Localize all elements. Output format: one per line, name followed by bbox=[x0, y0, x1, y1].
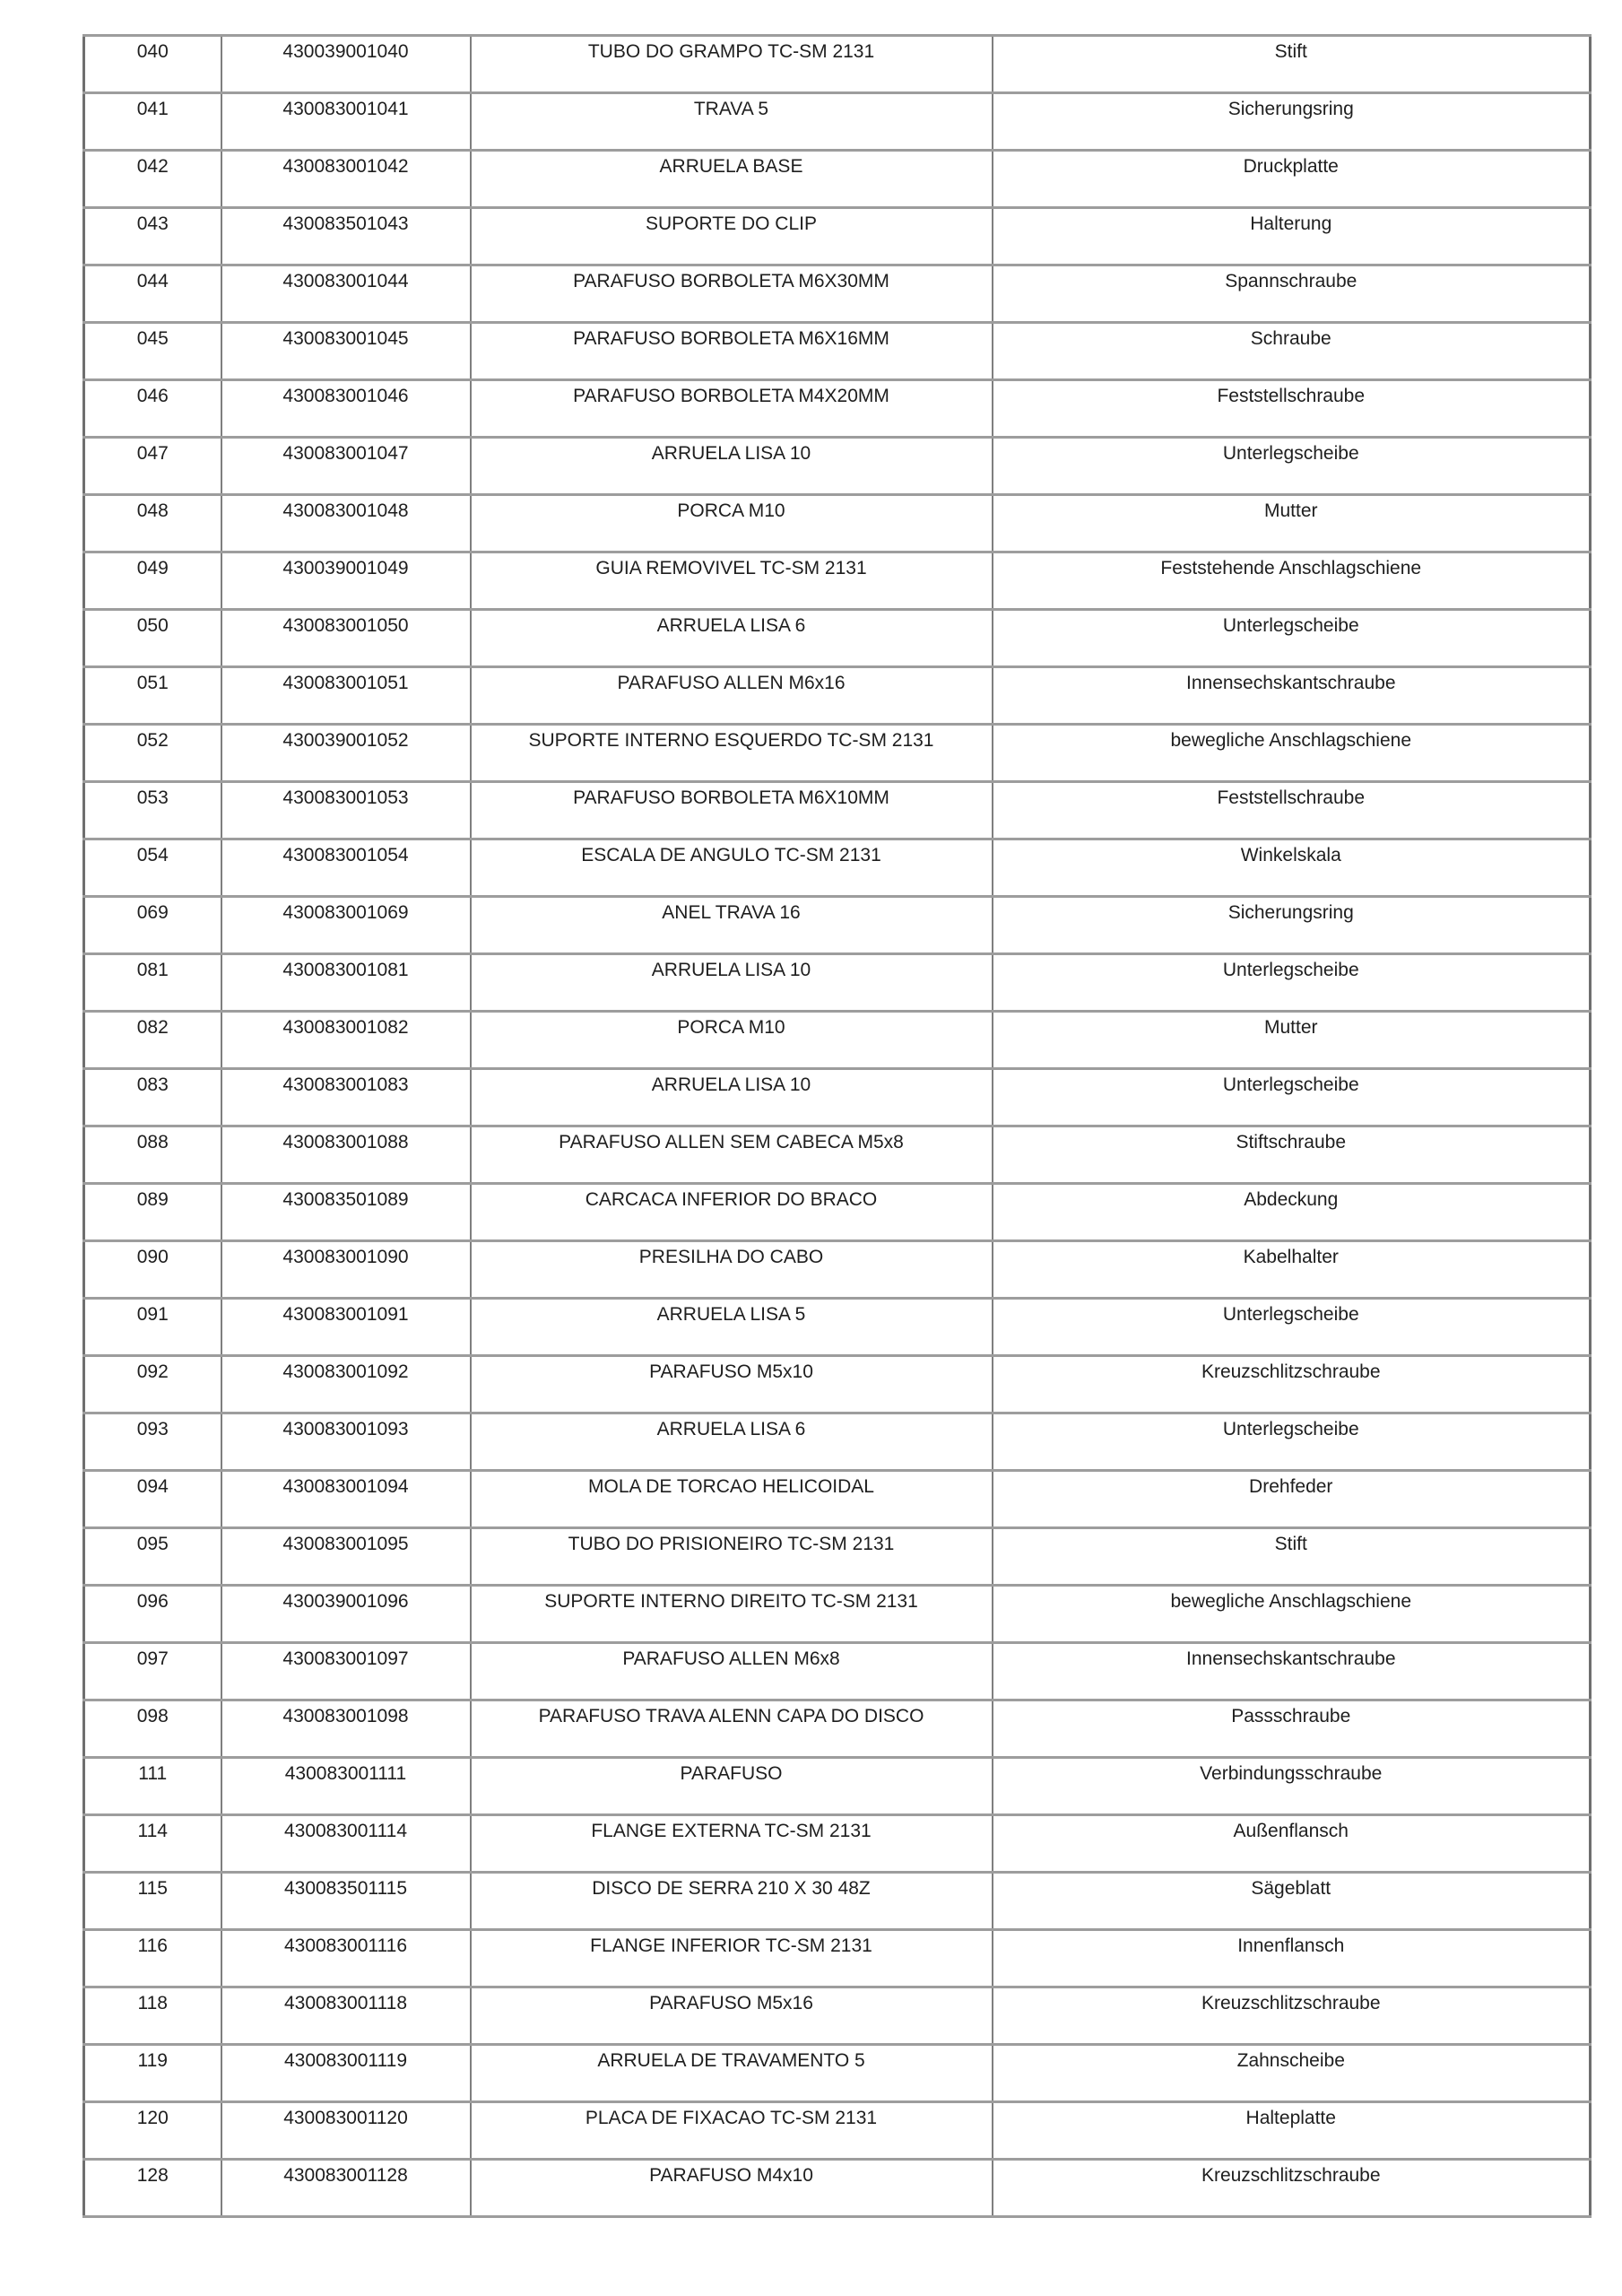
cell-part-number: 430083001119 bbox=[221, 2045, 471, 2102]
cell-position: 049 bbox=[84, 552, 221, 610]
table-row bbox=[84, 2102, 1591, 2160]
cell-position: 042 bbox=[84, 151, 221, 208]
cell-description-pt: PARAFUSO M4x10 bbox=[471, 2160, 993, 2217]
cell-description-pt: TRAVA 5 bbox=[471, 93, 993, 151]
cell-description-de: Mutter bbox=[993, 1012, 1591, 1069]
cell-description-pt: PARAFUSO TRAVA ALENN CAPA DO DISCO bbox=[471, 1700, 993, 1758]
cell-description-de: Innensechskantschraube bbox=[993, 1643, 1591, 1700]
cell-description-pt: GUIA REMOVIVEL TC-SM 2131 bbox=[471, 552, 993, 610]
cell-description-pt: PLACA DE FIXACAO TC-SM 2131 bbox=[471, 2102, 993, 2160]
cell-part-number: 430083001094 bbox=[221, 1471, 471, 1528]
cell-position: 044 bbox=[84, 265, 221, 323]
cell-position: 094 bbox=[84, 1471, 221, 1528]
table-row bbox=[84, 2045, 1591, 2102]
cell-description-de: Innensechskantschraube bbox=[993, 667, 1591, 725]
cell-part-number: 430083001093 bbox=[221, 1413, 471, 1471]
cell-part-number: 430083001045 bbox=[221, 323, 471, 380]
cell-description-de: Abdeckung bbox=[993, 1184, 1591, 1241]
table-row bbox=[84, 151, 1591, 208]
cell-description-pt: FLANGE EXTERNA TC-SM 2131 bbox=[471, 1815, 993, 1873]
table-row bbox=[84, 667, 1591, 725]
cell-part-number: 430083501115 bbox=[221, 1873, 471, 1930]
cell-description-pt: MOLA DE TORCAO HELICOIDAL bbox=[471, 1471, 993, 1528]
cell-description-pt: TUBO DO GRAMPO TC-SM 2131 bbox=[471, 36, 993, 93]
cell-part-number: 430083001069 bbox=[221, 897, 471, 954]
cell-position: 046 bbox=[84, 380, 221, 438]
cell-position: 118 bbox=[84, 1987, 221, 2045]
cell-description-pt: PARAFUSO ALLEN SEM CABECA M5x8 bbox=[471, 1126, 993, 1184]
cell-position: 095 bbox=[84, 1528, 221, 1586]
table-row bbox=[84, 725, 1591, 782]
cell-part-number: 430083001090 bbox=[221, 1241, 471, 1299]
cell-part-number: 430039001040 bbox=[221, 36, 471, 93]
cell-description-de: Passschraube bbox=[993, 1700, 1591, 1758]
cell-description-de: Winkelskala bbox=[993, 839, 1591, 897]
parts-table bbox=[82, 34, 1592, 2218]
table-row bbox=[84, 1700, 1591, 1758]
cell-description-pt: SUPORTE INTERNO DIREITO TC-SM 2131 bbox=[471, 1586, 993, 1643]
cell-description-de: Kabelhalter bbox=[993, 1241, 1591, 1299]
table-row bbox=[84, 1184, 1591, 1241]
cell-description-pt: ARRUELA DE TRAVAMENTO 5 bbox=[471, 2045, 993, 2102]
cell-part-number: 430083001042 bbox=[221, 151, 471, 208]
cell-description-de: Sicherungsring bbox=[993, 897, 1591, 954]
cell-description-pt: ARRUELA LISA 10 bbox=[471, 954, 993, 1012]
table-row bbox=[84, 954, 1591, 1012]
table-row bbox=[84, 782, 1591, 839]
cell-part-number: 430083001051 bbox=[221, 667, 471, 725]
cell-part-number: 430083001092 bbox=[221, 1356, 471, 1413]
cell-description-de: Feststellschraube bbox=[993, 380, 1591, 438]
cell-description-de: Außenflansch bbox=[993, 1815, 1591, 1873]
cell-description-pt: ARRUELA LISA 6 bbox=[471, 1413, 993, 1471]
table-row bbox=[84, 1241, 1591, 1299]
cell-description-pt: PARAFUSO BORBOLETA M6X10MM bbox=[471, 782, 993, 839]
cell-part-number: 430083001128 bbox=[221, 2160, 471, 2217]
cell-position: 069 bbox=[84, 897, 221, 954]
table-row bbox=[84, 265, 1591, 323]
cell-position: 040 bbox=[84, 36, 221, 93]
cell-part-number: 430083001120 bbox=[221, 2102, 471, 2160]
cell-position: 091 bbox=[84, 1299, 221, 1356]
cell-description-pt: PARAFUSO BORBOLETA M4X20MM bbox=[471, 380, 993, 438]
cell-position: 050 bbox=[84, 610, 221, 667]
table-row bbox=[84, 1873, 1591, 1930]
cell-description-pt: ESCALA DE ANGULO TC-SM 2131 bbox=[471, 839, 993, 897]
cell-position: 047 bbox=[84, 438, 221, 495]
cell-description-de: Stift bbox=[993, 1528, 1591, 1586]
cell-description-pt: PARAFUSO ALLEN M6x16 bbox=[471, 667, 993, 725]
cell-position: 048 bbox=[84, 495, 221, 552]
cell-description-de: Unterlegscheibe bbox=[993, 1299, 1591, 1356]
cell-description-de: Kreuzschlitzschraube bbox=[993, 2160, 1591, 2217]
cell-part-number: 430039001096 bbox=[221, 1586, 471, 1643]
table-row bbox=[84, 438, 1591, 495]
cell-description-de: Kreuzschlitzschraube bbox=[993, 1987, 1591, 2045]
cell-part-number: 430083001081 bbox=[221, 954, 471, 1012]
table-row bbox=[84, 1758, 1591, 1815]
cell-part-number: 430083001111 bbox=[221, 1758, 471, 1815]
table-row bbox=[84, 1356, 1591, 1413]
cell-description-pt: ARRUELA LISA 6 bbox=[471, 610, 993, 667]
cell-part-number: 430083001053 bbox=[221, 782, 471, 839]
cell-position: 092 bbox=[84, 1356, 221, 1413]
cell-part-number: 430083001116 bbox=[221, 1930, 471, 1987]
cell-position: 098 bbox=[84, 1700, 221, 1758]
cell-description-de: Feststellschraube bbox=[993, 782, 1591, 839]
cell-description-pt: ARRUELA LISA 10 bbox=[471, 1069, 993, 1126]
cell-position: 115 bbox=[84, 1873, 221, 1930]
cell-part-number: 430083001082 bbox=[221, 1012, 471, 1069]
cell-description-de: Halteplatte bbox=[993, 2102, 1591, 2160]
cell-part-number: 430083001050 bbox=[221, 610, 471, 667]
cell-position: 081 bbox=[84, 954, 221, 1012]
cell-position: 051 bbox=[84, 667, 221, 725]
cell-description-de: Innenflansch bbox=[993, 1930, 1591, 1987]
cell-description-pt: PRESILHA DO CABO bbox=[471, 1241, 993, 1299]
cell-description-de: Stift bbox=[993, 36, 1591, 93]
table-row bbox=[84, 1987, 1591, 2045]
table-row bbox=[84, 1069, 1591, 1126]
table-row bbox=[84, 1299, 1591, 1356]
cell-description-pt: PARAFUSO M5x10 bbox=[471, 1356, 993, 1413]
cell-description-pt: PARAFUSO BORBOLETA M6X30MM bbox=[471, 265, 993, 323]
cell-description-pt: FLANGE INFERIOR TC-SM 2131 bbox=[471, 1930, 993, 1987]
cell-position: 052 bbox=[84, 725, 221, 782]
cell-description-de: bewegliche Anschlagschiene bbox=[993, 725, 1591, 782]
cell-description-de: Unterlegscheibe bbox=[993, 1069, 1591, 1126]
cell-description-de: Drehfeder bbox=[993, 1471, 1591, 1528]
cell-position: 053 bbox=[84, 782, 221, 839]
cell-description-de: Sicherungsring bbox=[993, 93, 1591, 151]
table-row bbox=[84, 323, 1591, 380]
table-row bbox=[84, 897, 1591, 954]
cell-position: 119 bbox=[84, 2045, 221, 2102]
cell-description-de: Spannschraube bbox=[993, 265, 1591, 323]
cell-description-pt: CARCACA INFERIOR DO BRACO bbox=[471, 1184, 993, 1241]
table-row bbox=[84, 552, 1591, 610]
table-row bbox=[84, 93, 1591, 151]
table-row bbox=[84, 1126, 1591, 1184]
table-row bbox=[84, 1471, 1591, 1528]
cell-description-de: Halterung bbox=[993, 208, 1591, 265]
table-row bbox=[84, 208, 1591, 265]
table-row bbox=[84, 1528, 1591, 1586]
cell-part-number: 430083001098 bbox=[221, 1700, 471, 1758]
cell-position: 043 bbox=[84, 208, 221, 265]
cell-part-number: 430083001083 bbox=[221, 1069, 471, 1126]
cell-description-de: Kreuzschlitzschraube bbox=[993, 1356, 1591, 1413]
cell-position: 097 bbox=[84, 1643, 221, 1700]
cell-part-number: 430083501043 bbox=[221, 208, 471, 265]
cell-position: 116 bbox=[84, 1930, 221, 1987]
cell-description-de: Unterlegscheibe bbox=[993, 438, 1591, 495]
cell-part-number: 430083001041 bbox=[221, 93, 471, 151]
cell-position: 088 bbox=[84, 1126, 221, 1184]
cell-part-number: 430083001047 bbox=[221, 438, 471, 495]
cell-description-de: Zahnscheibe bbox=[993, 2045, 1591, 2102]
parts-table-body bbox=[84, 36, 1591, 2217]
cell-description-de: Unterlegscheibe bbox=[993, 954, 1591, 1012]
cell-part-number: 430083001114 bbox=[221, 1815, 471, 1873]
table-row bbox=[84, 1930, 1591, 1987]
cell-description-de: Sägeblatt bbox=[993, 1873, 1591, 1930]
cell-description-pt: ANEL TRAVA 16 bbox=[471, 897, 993, 954]
cell-part-number: 430039001049 bbox=[221, 552, 471, 610]
cell-position: 128 bbox=[84, 2160, 221, 2217]
table-row bbox=[84, 610, 1591, 667]
cell-description-de: Druckplatte bbox=[993, 151, 1591, 208]
table-row bbox=[84, 1012, 1591, 1069]
cell-description-de: Mutter bbox=[993, 495, 1591, 552]
cell-position: 054 bbox=[84, 839, 221, 897]
cell-position: 096 bbox=[84, 1586, 221, 1643]
cell-part-number: 430083501089 bbox=[221, 1184, 471, 1241]
table-row bbox=[84, 1815, 1591, 1873]
cell-description-pt: ARRUELA BASE bbox=[471, 151, 993, 208]
cell-description-de: Feststehende Anschlagschiene bbox=[993, 552, 1591, 610]
cell-part-number: 430083001095 bbox=[221, 1528, 471, 1586]
table-row bbox=[84, 380, 1591, 438]
cell-description-de: bewegliche Anschlagschiene bbox=[993, 1586, 1591, 1643]
cell-description-pt: PORCA M10 bbox=[471, 495, 993, 552]
cell-description-de: Verbindungsschraube bbox=[993, 1758, 1591, 1815]
cell-part-number: 430083001091 bbox=[221, 1299, 471, 1356]
table-row bbox=[84, 1586, 1591, 1643]
cell-part-number: 430083001054 bbox=[221, 839, 471, 897]
cell-part-number: 430083001118 bbox=[221, 1987, 471, 2045]
cell-part-number: 430083001097 bbox=[221, 1643, 471, 1700]
cell-description-de: Unterlegscheibe bbox=[993, 1413, 1591, 1471]
cell-position: 093 bbox=[84, 1413, 221, 1471]
cell-description-pt: PARAFUSO ALLEN M6x8 bbox=[471, 1643, 993, 1700]
cell-position: 041 bbox=[84, 93, 221, 151]
cell-part-number: 430083001088 bbox=[221, 1126, 471, 1184]
cell-position: 114 bbox=[84, 1815, 221, 1873]
cell-description-de: Stiftschraube bbox=[993, 1126, 1591, 1184]
cell-position: 089 bbox=[84, 1184, 221, 1241]
cell-description-pt: SUPORTE DO CLIP bbox=[471, 208, 993, 265]
cell-part-number: 430039001052 bbox=[221, 725, 471, 782]
table-row bbox=[84, 2160, 1591, 2217]
table-row bbox=[84, 839, 1591, 897]
cell-part-number: 430083001046 bbox=[221, 380, 471, 438]
cell-description-pt: SUPORTE INTERNO ESQUERDO TC-SM 2131 bbox=[471, 725, 993, 782]
table-row bbox=[84, 1413, 1591, 1471]
cell-description-pt: ARRUELA LISA 5 bbox=[471, 1299, 993, 1356]
cell-position: 083 bbox=[84, 1069, 221, 1126]
cell-description-pt: PORCA M10 bbox=[471, 1012, 993, 1069]
cell-description-pt: TUBO DO PRISIONEIRO TC-SM 2131 bbox=[471, 1528, 993, 1586]
cell-description-pt: PARAFUSO bbox=[471, 1758, 993, 1815]
cell-position: 120 bbox=[84, 2102, 221, 2160]
cell-description-de: Unterlegscheibe bbox=[993, 610, 1591, 667]
table-row bbox=[84, 495, 1591, 552]
cell-description-pt: DISCO DE SERRA 210 X 30 48Z bbox=[471, 1873, 993, 1930]
cell-description-pt: PARAFUSO BORBOLETA M6X16MM bbox=[471, 323, 993, 380]
cell-position: 045 bbox=[84, 323, 221, 380]
table-row bbox=[84, 36, 1591, 93]
cell-position: 090 bbox=[84, 1241, 221, 1299]
cell-part-number: 430083001044 bbox=[221, 265, 471, 323]
cell-part-number: 430083001048 bbox=[221, 495, 471, 552]
cell-position: 111 bbox=[84, 1758, 221, 1815]
cell-description-pt: PARAFUSO M5x16 bbox=[471, 1987, 993, 2045]
cell-description-de: Schraube bbox=[993, 323, 1591, 380]
cell-position: 082 bbox=[84, 1012, 221, 1069]
cell-description-pt: ARRUELA LISA 10 bbox=[471, 438, 993, 495]
table-row bbox=[84, 1643, 1591, 1700]
